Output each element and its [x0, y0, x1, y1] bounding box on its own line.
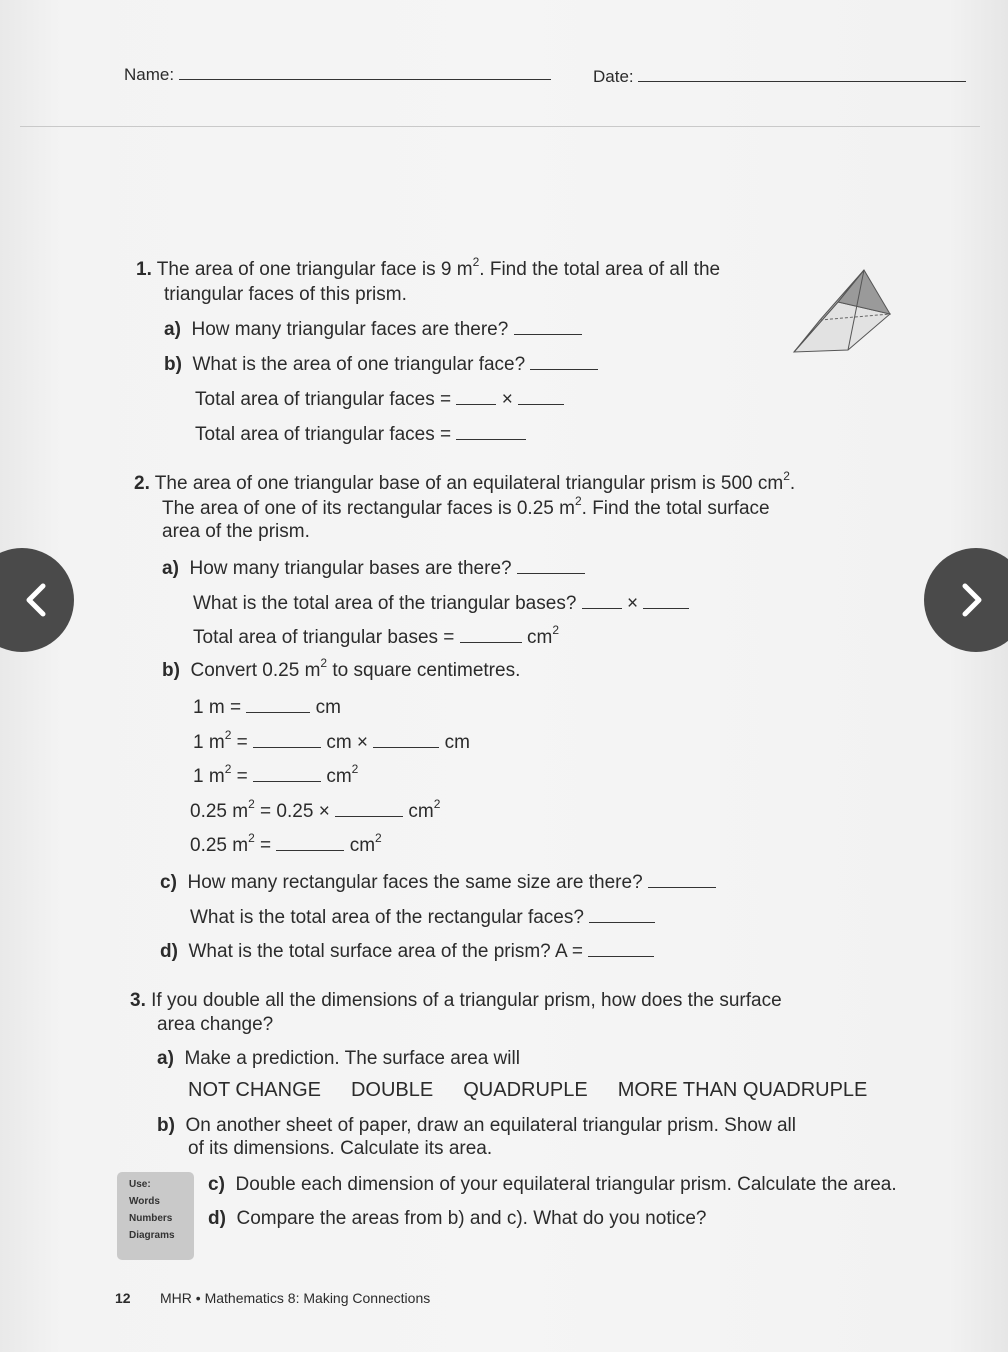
- conv-text: = 0.25 ×: [254, 801, 330, 822]
- q2a-text: How many triangular bases are there?: [189, 558, 512, 579]
- conv-text: =: [231, 766, 248, 787]
- q3a-choices: [188, 1078, 897, 1102]
- unit: cm: [349, 835, 376, 856]
- q2c-text: What is the total area of the rectangular faces?: [190, 907, 584, 928]
- q2-stem: [134, 468, 796, 496]
- conv-text: 1 m: [193, 732, 225, 753]
- q1-stem: [136, 254, 721, 282]
- q2a-total-blank[interactable]: [460, 624, 522, 643]
- conv-text: =: [231, 732, 248, 753]
- q3d-label: d): [208, 1208, 226, 1229]
- superscript: 2: [375, 830, 382, 845]
- q1b-blank[interactable]: [530, 351, 598, 370]
- chevron-left-icon: [17, 580, 57, 620]
- page-number: 12: [115, 1290, 131, 1306]
- use-box-item: Numbers: [129, 1213, 173, 1224]
- header-divider: [20, 126, 980, 127]
- q3b-text: On another sheet of paper, draw an equilateral triangular prism. Show all: [185, 1115, 796, 1136]
- q1-factor2-blank[interactable]: [518, 386, 564, 405]
- q1-total-line2: [195, 421, 526, 447]
- q2-text: The area of one triangular base of an equilateral triangular prism is 500 cm: [154, 473, 784, 494]
- q2c: [160, 869, 716, 895]
- q3a-text: Make a prediction. The surface area will: [184, 1048, 520, 1069]
- q3c-label: c): [208, 1174, 225, 1195]
- q2-number: 2.: [134, 473, 150, 494]
- conv-text: =: [254, 835, 272, 856]
- q2c-line2: [190, 904, 655, 930]
- name-blank[interactable]: [179, 61, 551, 80]
- q3d-text: Compare the areas from b) and c). What do you notice?: [236, 1208, 707, 1229]
- superscript: 2: [433, 796, 441, 811]
- q3-text: If you double all the dimensions of a triangular prism, how does the surface: [151, 990, 782, 1011]
- name-label: Name:: [124, 65, 175, 84]
- q2-line2: [162, 493, 770, 521]
- q2-line3: area of the prism.: [162, 521, 310, 542]
- chevron-right-icon: [951, 580, 991, 620]
- q2c-label: c): [160, 872, 177, 893]
- next-button[interactable]: [924, 548, 1008, 652]
- q1-total-label: Total area of triangular faces =: [195, 389, 452, 410]
- date-field[interactable]: [593, 63, 966, 89]
- q3b-line2: of its dimensions. Calculate its area.: [188, 1138, 493, 1159]
- q1-total-label: Total area of triangular faces =: [195, 424, 452, 445]
- q3c-text: Double each dimension of your equilateral triangular prism. Calculate the area.: [235, 1174, 897, 1195]
- triangular-prism-diagram: [790, 266, 894, 356]
- superscript: 2: [574, 493, 582, 508]
- choice-more-than-quadruple[interactable]: MORE THAN QUADRUPLE: [617, 1079, 868, 1101]
- q1-text: The area of one triangular face is 9 m: [156, 259, 473, 280]
- q1a: [164, 316, 582, 342]
- q2a-total-label: Total area of triangular bases =: [193, 627, 455, 648]
- q1a-blank[interactable]: [514, 316, 582, 335]
- q1b-label: b): [164, 354, 182, 375]
- date-blank[interactable]: [638, 63, 966, 82]
- q2b-text: to square centimetres.: [327, 660, 521, 681]
- q1-total-line1: [195, 386, 564, 412]
- q1-factor1-blank[interactable]: [456, 386, 496, 405]
- use-box-item: Diagrams: [129, 1230, 175, 1241]
- q2-text: .: [789, 473, 796, 494]
- q2d: [160, 938, 654, 964]
- times-sign: ×: [501, 389, 513, 410]
- conv-text: 0.25 m: [190, 835, 249, 856]
- superscript: 2: [472, 254, 480, 269]
- conv-text: 1 m: [193, 766, 225, 787]
- q2-text: . Find the total surface: [581, 498, 770, 519]
- q3d: [208, 1207, 706, 1231]
- q3-number: 3.: [130, 990, 146, 1011]
- q2-text: The area of one of its rectangular faces is 0.25 m: [162, 498, 575, 519]
- conv-line3: [193, 763, 358, 789]
- name-field[interactable]: [124, 61, 551, 87]
- q2a-total-question: What is the total area of the triangular bases?: [193, 593, 577, 614]
- unit: cm: [315, 697, 341, 718]
- q3b: [157, 1114, 796, 1138]
- q1b-text: What is the area of one triangular face?: [192, 354, 526, 375]
- superscript: 2: [783, 468, 790, 483]
- q2a-total-q: [193, 590, 689, 616]
- choice-not-change[interactable]: NOT CHANGE: [188, 1079, 321, 1101]
- conv-line4: [190, 798, 440, 824]
- superscript: 2: [320, 655, 328, 670]
- q3b-label: b): [157, 1115, 175, 1136]
- conv-line1: [193, 694, 341, 720]
- q1b: [164, 351, 598, 377]
- unit: cm: [526, 627, 553, 648]
- conv2a-blank[interactable]: [253, 729, 321, 748]
- q1a-text: How many triangular faces are there?: [191, 319, 509, 340]
- superscript: 2: [248, 830, 255, 845]
- conv4-blank[interactable]: [335, 798, 403, 817]
- conv-line2: [193, 729, 470, 755]
- q2c-text: How many rectangular faces the same size are there?: [187, 872, 643, 893]
- q2c-blank[interactable]: [648, 869, 716, 888]
- q2a-label: a): [162, 558, 179, 579]
- conv5-blank[interactable]: [276, 832, 344, 851]
- superscript: 2: [224, 761, 232, 776]
- conv3-blank[interactable]: [253, 763, 321, 782]
- use-box: [117, 1172, 194, 1260]
- use-box-item: Words: [129, 1196, 160, 1207]
- conv2b-blank[interactable]: [373, 729, 439, 748]
- q3-line2: area change?: [157, 1014, 274, 1035]
- unit: cm: [408, 801, 434, 822]
- unit: cm: [326, 766, 352, 787]
- q3a-label: a): [157, 1048, 174, 1069]
- choice-quadruple[interactable]: QUADRUPLE: [463, 1079, 588, 1101]
- conv-text: cm ×: [326, 732, 369, 753]
- conv-text: 0.25 m: [190, 801, 249, 822]
- q1a-label: a): [164, 319, 181, 340]
- q2a-factor2-blank[interactable]: [643, 590, 689, 609]
- q3-stem: [130, 989, 782, 1013]
- superscript: 2: [552, 622, 559, 637]
- q3c: [208, 1173, 897, 1197]
- q2a: [162, 555, 585, 581]
- q1-total-blank[interactable]: [456, 421, 526, 440]
- use-box-title: Use:: [129, 1179, 151, 1190]
- q2b-label: b): [162, 660, 180, 681]
- q2b-text: Convert 0.25 m: [190, 660, 321, 681]
- conv-text: 1 m =: [193, 697, 242, 718]
- superscript: 2: [248, 796, 255, 811]
- superscript: 2: [351, 761, 359, 776]
- q2d-label: d): [160, 941, 178, 962]
- unit: cm: [444, 732, 470, 753]
- q2a-total: [193, 624, 559, 650]
- prev-button[interactable]: [0, 548, 74, 652]
- q1-text-line2: triangular faces of this prism.: [164, 284, 407, 305]
- book-title: MHR • Mathematics 8: Making Connections: [160, 1290, 431, 1306]
- q2b: [162, 655, 521, 683]
- q2d-blank[interactable]: [588, 938, 654, 957]
- conv-line5: [190, 832, 382, 858]
- choice-double[interactable]: DOUBLE: [350, 1079, 434, 1101]
- q1-number: 1.: [136, 259, 152, 280]
- q1-text: . Find the total area of all the: [479, 259, 721, 280]
- q2a-blank[interactable]: [517, 555, 585, 574]
- date-label: Date:: [593, 67, 634, 86]
- q2d-text: What is the total surface area of the prism? A =: [188, 941, 583, 962]
- q2c2-blank[interactable]: [589, 904, 655, 923]
- conv1-blank[interactable]: [246, 694, 310, 713]
- q3a: [157, 1047, 520, 1071]
- superscript: 2: [224, 727, 232, 742]
- times-sign: ×: [626, 593, 639, 614]
- q2a-factor1-blank[interactable]: [582, 590, 622, 609]
